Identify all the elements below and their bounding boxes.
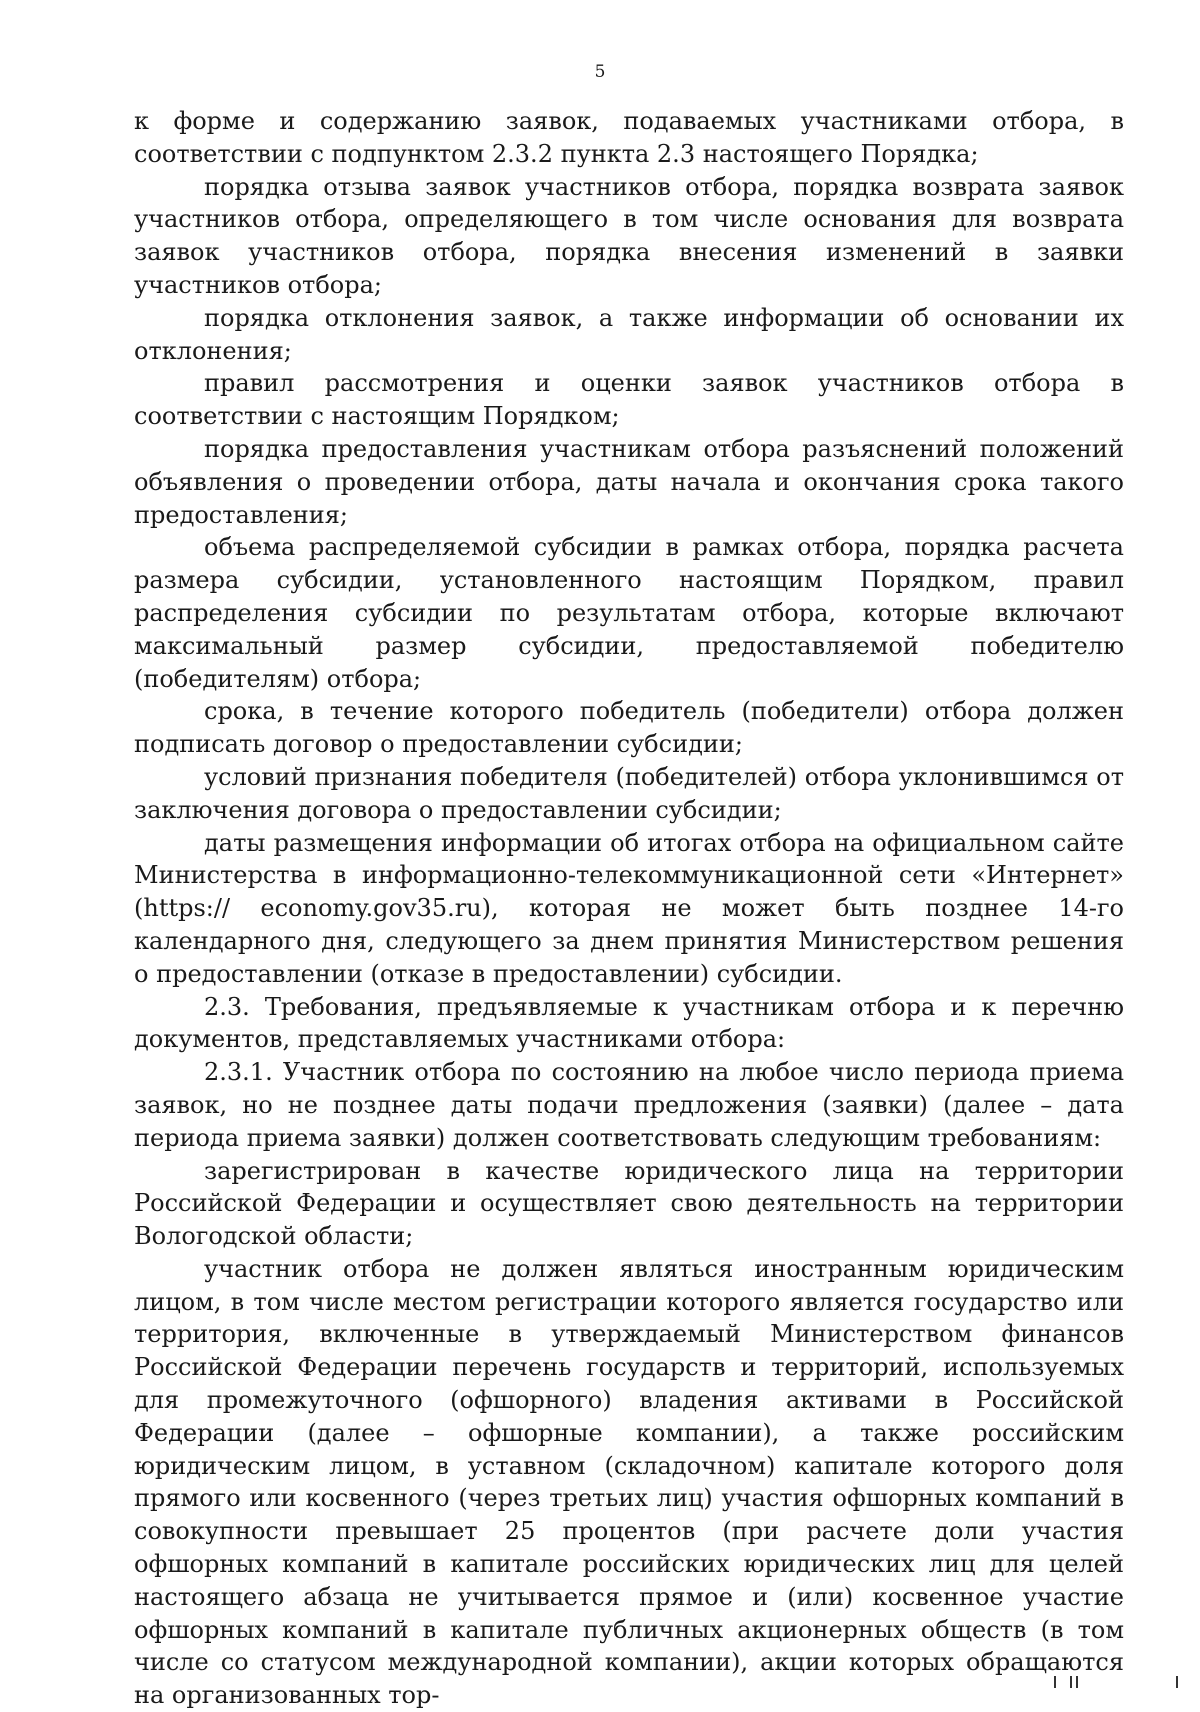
paragraph-12: зарегистрирован в качестве юридического лица на территории Российской Федерации и осуществляет свою деятельность на территории Вологодской области;	[134, 1156, 1124, 1251]
paragraph-6: объема распределяемой субсидии в рамках отбора, порядка расчета размера субсидии, установленного настоящим Порядком, правил распределения субсидии по результатам отбора, которые включают максимальный размер субсидии, предоставляемой победителю (победителям) отбора;	[134, 533, 1124, 693]
paragraph-2: порядка отзыва заявок участников отбора, порядка возврата заявок участников отбора, определяющего в том числе основания для возврата заявок участников отбора, порядка внесения изменений в заявки участников отбора;	[134, 172, 1124, 299]
paragraph-9: даты размещения информации об итогах отбора на официальном сайте Министерства в информационно-телекоммуникационной сети «Интернет» (https:// economy.gov35.ru), которая не может быть позднее 14-го календарного дня, следующего за днем принятия Министерством решения о предоставлении (отказе в предоставлении) субсидии.	[134, 828, 1124, 988]
document-body	[134, 105, 1124, 1712]
page-number: 5	[594, 62, 606, 82]
scan-artifact	[1076, 1676, 1078, 1688]
paragraph-7: срока, в течение которого победитель (победители) отбора должен подписать договор о предоставлении субсидии;	[134, 697, 1124, 759]
paragraph-3: порядка отклонения заявок, а также информации об основании их отклонения;	[134, 303, 1124, 365]
paragraph-13: участник отбора не должен являться иностранным юридическим лицом, в том числе местом регистрации которого является государство или территория, включенные в утверждаемый Министерством финансов Российской Федерации перечень государств и территорий, используемых для промежуточного (офшорного) владения активами в Российской Федерации (далее – офшорные компании), а также российским юридическим лицом, в уставном (складочном) капитале которого доля прямого или косвенного (через третьих лиц) участия офшорных компаний в совокупности превышает 25 процентов (при расчете доли участия офшорных компаний в капитале российских юридических лиц для целей настоящего абзаца не учитывается прямое и (или) косвенное участие офшорных компаний в капитале публичных акционерных обществ (в том числе со статусом международной компании), акции которых обращаются на организованных тор-	[134, 1254, 1124, 1710]
paragraph-5: порядка предоставления участникам отбора разъяснений положений объявления о проведении отбора, даты начала и окончания срока такого предоставления;	[134, 434, 1124, 529]
paragraph-8: условий признания победителя (победителей) отбора уклонившимся от заключения договора о предоставлении субсидии;	[134, 762, 1124, 824]
paragraph-4: правил рассмотрения и оценки заявок участников отбора в соответствии с настоящим Порядком;	[134, 369, 1124, 431]
paragraph-1: к форме и содержанию заявок, подаваемых участниками отбора, в соответствии с подпунктом 2.3.2 пункта 2.3 настоящего Порядка;	[134, 107, 1124, 168]
scan-artifact	[1176, 1676, 1178, 1688]
paragraph-10: 2.3. Требования, предъявляемые к участникам отбора и к перечню документов, представляемых участниками отбора:	[134, 992, 1124, 1054]
scan-artifact	[1054, 1676, 1056, 1688]
paragraph-11: 2.3.1. Участник отбора по состоянию на любое число периода приема заявок, но не позднее даты подачи предложения (заявки) (далее – дата периода приема заявки) должен соответствовать следующим требованиям:	[134, 1058, 1124, 1152]
scan-artifact	[1070, 1676, 1072, 1688]
